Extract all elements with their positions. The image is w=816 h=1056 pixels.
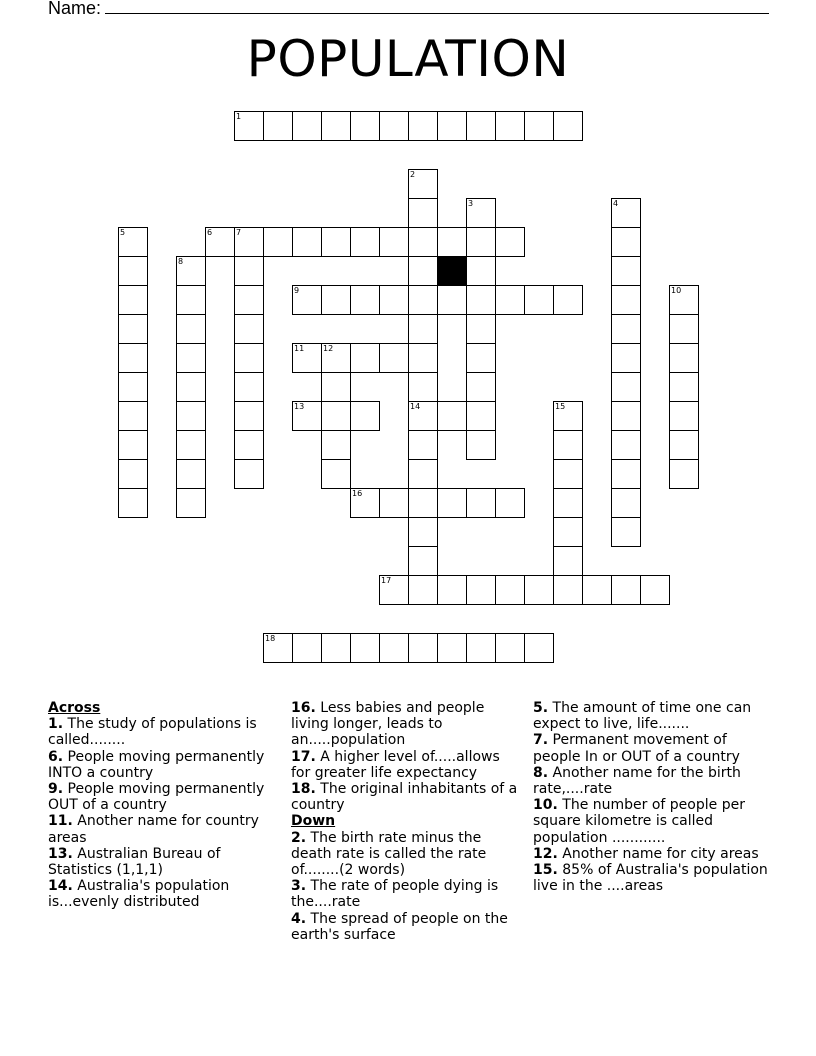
grid-cell[interactable] — [379, 343, 409, 373]
grid-cell[interactable] — [408, 575, 438, 605]
grid-cell[interactable] — [234, 227, 264, 257]
clue-number-label: 8 — [178, 257, 184, 266]
clue-across-11 — [48, 813, 278, 845]
grid-cell[interactable] — [321, 430, 351, 460]
grid-cell[interactable] — [292, 111, 322, 141]
clue-across-9 — [48, 781, 278, 813]
grid-cell[interactable] — [118, 459, 148, 489]
grid-cell[interactable] — [669, 430, 699, 460]
grid-cell[interactable] — [118, 488, 148, 518]
grid-cell[interactable] — [611, 198, 641, 228]
clue-down-12 — [533, 846, 773, 862]
clue-number: 1. — [48, 716, 64, 733]
grid-cell[interactable] — [292, 227, 322, 257]
clue-number: 4. — [291, 910, 307, 927]
clue-number-label: 10 — [671, 286, 682, 295]
clue-number-label: 5 — [120, 228, 126, 237]
clue-text: Another name for the birth rate,....rate — [533, 764, 741, 798]
grid-cell[interactable] — [437, 488, 467, 518]
clue-number-label: 9 — [294, 286, 300, 295]
clue-text: The original inhabitants of a country — [291, 781, 518, 814]
clue-text: Permanent movement of people In or OUT of a country — [533, 732, 740, 765]
down-heading: Down — [291, 813, 336, 830]
grid-cell[interactable] — [611, 488, 641, 518]
grid-cell[interactable] — [176, 430, 206, 460]
grid-cell[interactable] — [466, 256, 496, 286]
grid-cell[interactable] — [408, 227, 438, 257]
clue-across-14 — [48, 878, 278, 910]
grid-cell[interactable] — [611, 459, 641, 489]
grid-cell[interactable] — [466, 285, 496, 315]
shaded-cell — [437, 256, 467, 286]
clue-number-label: 12 — [323, 344, 334, 353]
clue-text: The rate of people dying is the....rate — [291, 878, 499, 911]
grid-cell[interactable] — [408, 343, 438, 373]
grid-cell[interactable] — [118, 285, 148, 315]
clue-number: 18. — [291, 781, 316, 798]
grid-cell[interactable] — [524, 575, 554, 605]
grid-cell[interactable] — [292, 343, 322, 373]
grid-cell[interactable] — [408, 169, 438, 199]
grid-cell[interactable] — [176, 256, 206, 286]
grid-cell[interactable] — [379, 488, 409, 518]
clue-number: 17. — [291, 748, 316, 765]
clue-number-label: 4 — [613, 199, 619, 208]
clue-text: Australia's population is...evenly distributed — [48, 878, 230, 911]
clue-number-label: 17 — [381, 576, 392, 585]
grid-cell[interactable] — [640, 575, 670, 605]
name-label: Name: — [48, 0, 102, 18]
grid-cell[interactable] — [553, 546, 583, 576]
grid-cell[interactable] — [611, 575, 641, 605]
clue-down-5 — [533, 700, 773, 732]
grid-cell[interactable] — [466, 198, 496, 228]
grid-cell[interactable] — [350, 111, 380, 141]
clue-text: A higher level of.....allows for greater life expectancy — [291, 748, 500, 781]
grid-cell[interactable] — [379, 633, 409, 663]
grid-cell[interactable] — [118, 430, 148, 460]
grid-cell[interactable] — [553, 459, 583, 489]
clues-column-1 — [48, 700, 278, 911]
grid-cell[interactable] — [234, 111, 264, 141]
page-title: POPULATION — [246, 30, 570, 88]
grid-cell[interactable] — [669, 343, 699, 373]
grid-cell[interactable] — [205, 227, 235, 257]
clue-across-16 — [291, 700, 521, 749]
clue-across-6 — [48, 749, 278, 781]
grid-cell[interactable] — [495, 285, 525, 315]
clue-number: 6. — [48, 748, 64, 765]
clue-number: 2. — [291, 829, 307, 846]
grid-cell[interactable] — [553, 111, 583, 141]
grid-cell[interactable] — [437, 575, 467, 605]
grid-cell[interactable] — [263, 111, 293, 141]
grid-cell[interactable] — [408, 285, 438, 315]
grid-cell[interactable] — [408, 430, 438, 460]
grid-cell[interactable] — [611, 227, 641, 257]
grid-cell[interactable] — [176, 343, 206, 373]
clue-down-15 — [533, 862, 773, 894]
grid-cell[interactable] — [118, 256, 148, 286]
grid-cell[interactable] — [176, 314, 206, 344]
clue-number-label: 11 — [294, 344, 305, 353]
grid-cell[interactable] — [466, 633, 496, 663]
clue-number: 10. — [533, 797, 558, 814]
grid-cell[interactable] — [118, 401, 148, 431]
grid-cell[interactable] — [466, 314, 496, 344]
grid-cell[interactable] — [321, 459, 351, 489]
grid-cell[interactable] — [669, 372, 699, 402]
grid-cell[interactable] — [234, 314, 264, 344]
grid-cell[interactable] — [466, 111, 496, 141]
grid-cell[interactable] — [524, 111, 554, 141]
grid-cell[interactable] — [437, 227, 467, 257]
grid-cell[interactable] — [350, 285, 380, 315]
grid-cell[interactable] — [234, 372, 264, 402]
clue-text: Less babies and people living longer, leads to an.....population — [291, 700, 485, 749]
grid-cell[interactable] — [176, 401, 206, 431]
clue-number: 3. — [291, 878, 307, 895]
grid-cell[interactable] — [408, 111, 438, 141]
clue-text: People moving permanently OUT of a country — [48, 781, 265, 814]
grid-cell[interactable] — [118, 343, 148, 373]
grid-cell[interactable] — [495, 633, 525, 663]
clue-text: The number of people per square kilometre is called population ............ — [533, 797, 745, 846]
grid-cell[interactable] — [466, 372, 496, 402]
grid-cell[interactable] — [611, 314, 641, 344]
grid-cell[interactable] — [524, 633, 554, 663]
clue-text: Australian Bureau of Statistics (1,1,1) — [48, 845, 221, 879]
grid-cell[interactable] — [669, 314, 699, 344]
grid-cell[interactable] — [408, 372, 438, 402]
clue-number-label: 15 — [555, 402, 566, 411]
grid-cell[interactable] — [350, 227, 380, 257]
clue-text: The amount of time one can expect to live, life....... — [533, 700, 752, 733]
grid-cell[interactable] — [408, 256, 438, 286]
grid-cell[interactable] — [611, 256, 641, 286]
grid-cell[interactable] — [234, 285, 264, 315]
grid-cell[interactable] — [466, 343, 496, 373]
grid-cell[interactable] — [611, 285, 641, 315]
grid-cell[interactable] — [495, 488, 525, 518]
grid-cell[interactable] — [118, 372, 148, 402]
clue-down-3 — [291, 878, 521, 910]
grid-cell[interactable] — [611, 401, 641, 431]
clue-number: 12. — [533, 845, 558, 862]
clue-across-1 — [48, 716, 278, 748]
grid-cell[interactable] — [495, 227, 525, 257]
clue-number-label: 1 — [236, 112, 242, 121]
grid-cell[interactable] — [611, 430, 641, 460]
clue-across-18 — [291, 781, 521, 813]
clue-text: Another name for city areas — [562, 845, 759, 862]
clues-column-2 — [291, 700, 521, 943]
grid-cell[interactable] — [379, 285, 409, 315]
grid-cell[interactable] — [524, 285, 554, 315]
clue-number: 9. — [48, 781, 64, 798]
grid-cell[interactable] — [495, 575, 525, 605]
clue-number-label: 13 — [294, 402, 305, 411]
grid-cell[interactable] — [466, 575, 496, 605]
grid-cell[interactable] — [263, 227, 293, 257]
clue-text: The birth rate minus the death rate is called the rate of........(2 words) — [291, 829, 487, 879]
grid-cell[interactable] — [611, 372, 641, 402]
grid-cell[interactable] — [408, 633, 438, 663]
grid-cell[interactable] — [321, 111, 351, 141]
grid-cell[interactable] — [176, 372, 206, 402]
grid-cell[interactable] — [408, 459, 438, 489]
clue-number-label: 18 — [265, 634, 276, 643]
grid-cell[interactable] — [350, 633, 380, 663]
grid-cell[interactable] — [176, 459, 206, 489]
grid-cell[interactable] — [408, 198, 438, 228]
grid-cell[interactable] — [553, 575, 583, 605]
clue-number: 14. — [48, 878, 73, 895]
clue-number-label: 16 — [352, 489, 363, 498]
grid-cell[interactable] — [379, 227, 409, 257]
grid-cell[interactable] — [234, 430, 264, 460]
grid-cell[interactable] — [350, 401, 380, 431]
grid-cell[interactable] — [292, 401, 322, 431]
grid-cell[interactable] — [321, 372, 351, 402]
grid-cell[interactable] — [321, 227, 351, 257]
clue-text: People moving permanently INTO a country — [48, 748, 265, 781]
grid-cell[interactable] — [321, 401, 351, 431]
grid-cell[interactable] — [379, 111, 409, 141]
across-heading: Across — [48, 700, 101, 716]
grid-cell[interactable] — [466, 488, 496, 518]
grid-cell[interactable] — [669, 401, 699, 431]
grid-cell[interactable] — [292, 285, 322, 315]
grid-cell[interactable] — [408, 314, 438, 344]
clue-number: 7. — [533, 732, 549, 749]
grid-cell[interactable] — [321, 343, 351, 373]
grid-cell[interactable] — [234, 401, 264, 431]
grid-cell[interactable] — [437, 633, 467, 663]
clue-number: 16. — [291, 700, 316, 716]
clue-down-8 — [533, 765, 773, 797]
clue-text: Another name for country areas — [48, 813, 259, 846]
grid-cell[interactable] — [437, 111, 467, 141]
grid-cell[interactable] — [466, 227, 496, 257]
grid-cell[interactable] — [669, 459, 699, 489]
grid-cell[interactable] — [118, 227, 148, 257]
clues-column-3 — [533, 700, 773, 894]
clue-down-10 — [533, 797, 773, 846]
grid-cell[interactable] — [118, 314, 148, 344]
clue-across-13 — [48, 846, 278, 878]
grid-cell[interactable] — [234, 256, 264, 286]
grid-cell[interactable] — [466, 401, 496, 431]
grid-cell[interactable] — [408, 488, 438, 518]
grid-cell[interactable] — [611, 517, 641, 547]
grid-cell[interactable] — [408, 401, 438, 431]
grid-cell[interactable] — [553, 517, 583, 547]
clue-number: 15. — [533, 862, 558, 879]
grid-cell[interactable] — [176, 488, 206, 518]
grid-cell[interactable] — [553, 430, 583, 460]
clue-number-label: 6 — [207, 228, 213, 237]
grid-cell[interactable] — [350, 343, 380, 373]
clue-number-label: 7 — [236, 228, 242, 237]
grid-cell[interactable] — [379, 575, 409, 605]
grid-cell[interactable] — [263, 633, 293, 663]
grid-cell[interactable] — [437, 401, 467, 431]
grid-cell[interactable] — [437, 285, 467, 315]
clue-number: 11. — [48, 813, 73, 830]
grid-cell[interactable] — [553, 488, 583, 518]
grid-cell[interactable] — [553, 285, 583, 315]
clue-text: 85% of Australia's population live in the ....areas — [533, 862, 768, 895]
clue-number-label: 3 — [468, 199, 474, 208]
clue-down-4 — [291, 911, 521, 943]
grid-cell[interactable] — [582, 575, 612, 605]
grid-cell[interactable] — [234, 343, 264, 373]
clue-number: 8. — [533, 764, 549, 781]
grid-cell[interactable] — [321, 285, 351, 315]
clue-down-2 — [291, 830, 521, 879]
grid-cell[interactable] — [495, 111, 525, 141]
clue-number: 5. — [533, 700, 549, 716]
clue-down-7 — [533, 732, 773, 764]
clue-text: The study of populations is called........ — [48, 716, 257, 749]
clue-text: The spread of people on the earth's surface — [291, 910, 508, 943]
grid-cell[interactable] — [408, 517, 438, 547]
grid-cell[interactable] — [234, 459, 264, 489]
grid-cell[interactable] — [466, 430, 496, 460]
clue-number: 13. — [48, 845, 73, 862]
grid-cell[interactable] — [611, 343, 641, 373]
grid-cell[interactable] — [553, 401, 583, 431]
grid-cell[interactable] — [350, 488, 380, 518]
clue-number-label: 14 — [410, 402, 421, 411]
clue-number-label: 2 — [410, 170, 416, 179]
grid-cell[interactable] — [292, 633, 322, 663]
grid-cell[interactable] — [408, 546, 438, 576]
grid-cell[interactable] — [669, 285, 699, 315]
clue-across-17 — [291, 749, 521, 781]
grid-cell[interactable] — [321, 633, 351, 663]
grid-cell[interactable] — [176, 285, 206, 315]
